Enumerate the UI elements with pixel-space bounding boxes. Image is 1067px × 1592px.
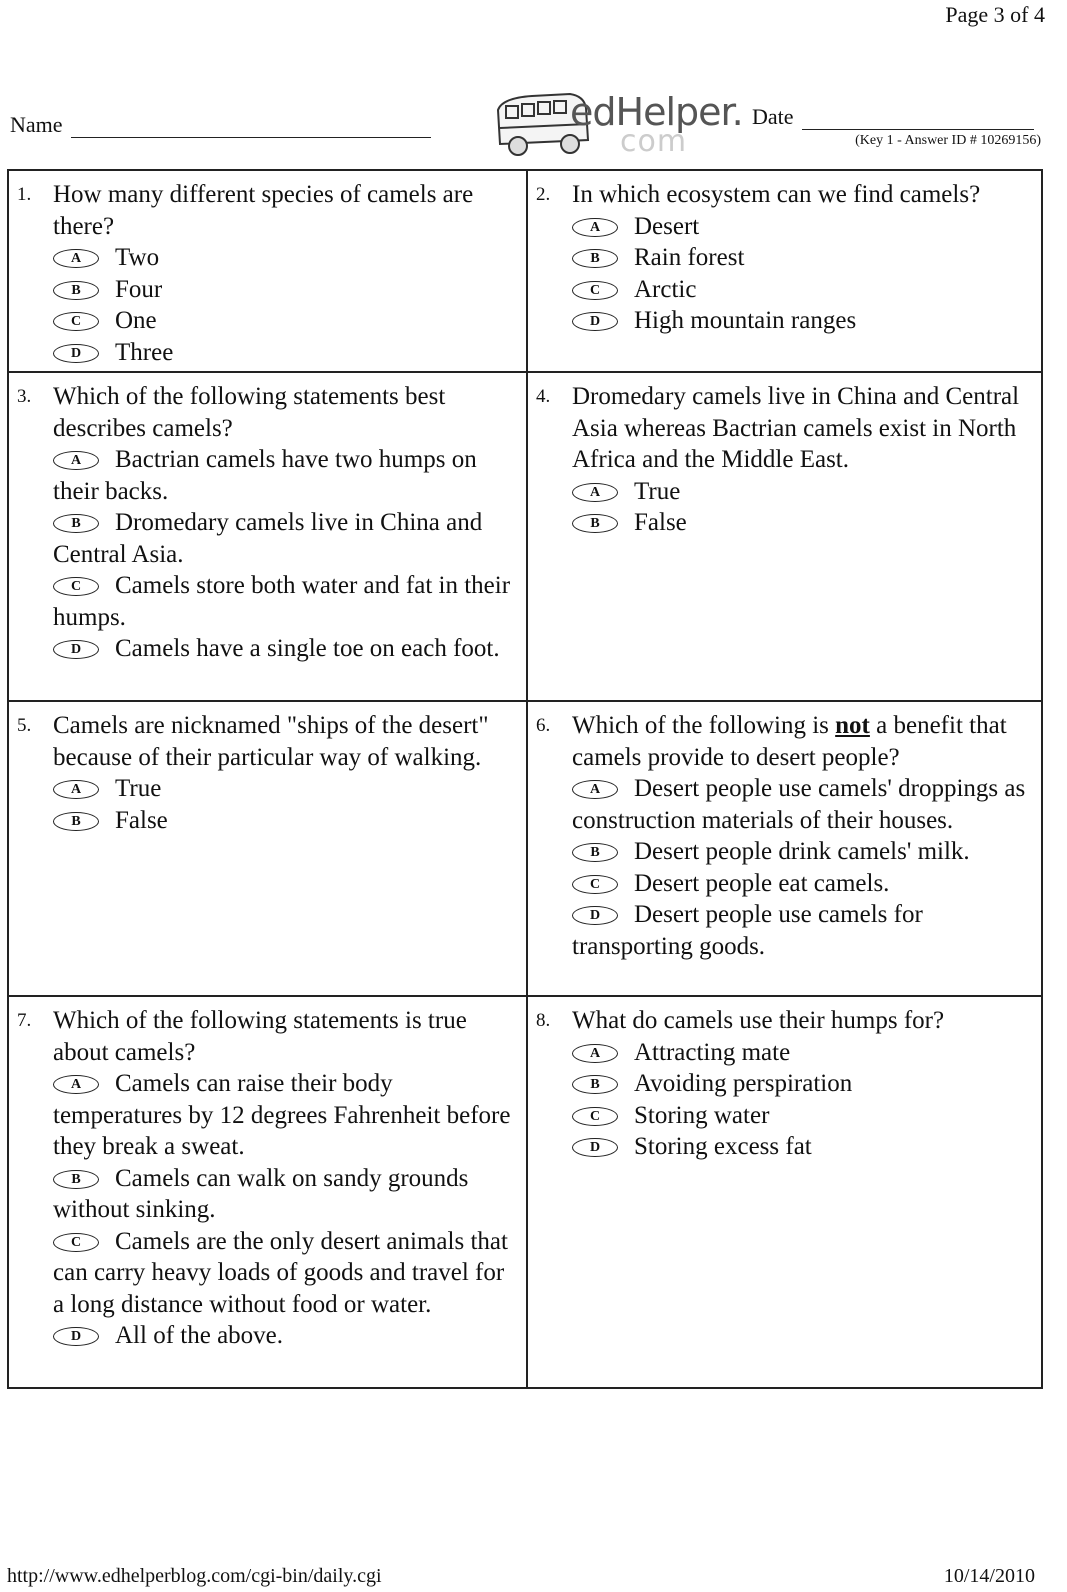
- option-text: Attracting mate: [634, 1038, 791, 1066]
- question-text: Which of the following statements best describes camels?: [53, 383, 446, 442]
- option-b[interactable]: [572, 507, 1035, 539]
- option-b[interactable]: [53, 1163, 520, 1226]
- answer-bubble[interactable]: C: [572, 281, 618, 300]
- option-text: Camels have a single toe on each foot.: [115, 635, 500, 662]
- question-grid: [7, 169, 1043, 1389]
- answer-bubble[interactable]: B: [53, 1170, 99, 1189]
- option-d[interactable]: [53, 337, 520, 369]
- question-text: How many different species of camels are there?: [53, 181, 474, 240]
- question-text: In which ecosystem can we find camels?: [572, 181, 981, 208]
- option-c[interactable]: [53, 305, 520, 337]
- question-number: 2.: [536, 184, 551, 205]
- option-text: Bactrian camels have two humps on their backs.: [53, 446, 477, 505]
- option-text: Four: [115, 275, 163, 303]
- option-text: Camels can raise their body temperatures by 12 degrees Fahrenheit before they break a sweat.: [53, 1070, 511, 1160]
- option-text: Camels are the only desert animals that can carry heavy loads of goods and travel for a long distance without food or water.: [53, 1227, 508, 1318]
- option-text: Camels can walk on sandy grounds without sinking.: [53, 1164, 469, 1223]
- option-text: Desert people use camels' droppings as construction materials of their houses.: [572, 775, 1026, 834]
- footer-date: 10/14/2010: [943, 1565, 1035, 1587]
- option-text: Dromedary camels live in China and Central Asia.: [53, 509, 483, 568]
- option-text: Storing water: [634, 1101, 770, 1129]
- answer-bubble[interactable]: B: [572, 514, 618, 533]
- option-a[interactable]: [572, 476, 1035, 508]
- question-8: [528, 997, 1041, 1387]
- page-number: Page 3 of 4: [945, 2, 1045, 27]
- option-b[interactable]: [572, 1068, 1035, 1100]
- option-b[interactable]: [53, 805, 520, 837]
- option-text: Three: [115, 338, 174, 366]
- question-3: [9, 373, 528, 702]
- name-line: [71, 115, 431, 138]
- question-number: 1.: [17, 184, 32, 205]
- answer-bubble[interactable]: C: [53, 1233, 99, 1252]
- question-text: Dromedary camels live in China and Central Asia whereas Bactrian camels exist in North Africa and the Middle East.: [572, 383, 1020, 473]
- option-b[interactable]: [53, 274, 520, 306]
- option-text: Camels store both water and fat in their humps.: [53, 572, 511, 631]
- question-text: Which of the following statements is true about camels?: [53, 1007, 467, 1066]
- option-b[interactable]: [53, 507, 520, 570]
- option-b[interactable]: [572, 242, 1035, 274]
- option-text: Rain forest: [634, 244, 745, 271]
- answer-bubble[interactable]: A: [53, 451, 99, 470]
- option-a[interactable]: [572, 773, 1035, 836]
- option-a[interactable]: [572, 1037, 1035, 1069]
- option-text: One: [115, 307, 157, 334]
- question-text-part: Which of the following is: [572, 712, 836, 739]
- option-text: Desert people use camels for transporting goods.: [572, 901, 923, 960]
- answer-bubble[interactable]: D: [53, 1327, 99, 1346]
- answer-bubble[interactable]: C: [53, 312, 99, 331]
- answer-bubble[interactable]: A: [53, 249, 99, 268]
- answer-bubble[interactable]: A: [572, 1044, 618, 1063]
- option-d[interactable]: [572, 899, 1035, 962]
- answer-bubble[interactable]: D: [53, 640, 99, 659]
- option-c[interactable]: [53, 1226, 520, 1321]
- answer-bubble[interactable]: D: [572, 312, 618, 331]
- option-d[interactable]: [572, 305, 1035, 337]
- answer-bubble[interactable]: D: [572, 1138, 618, 1157]
- option-a[interactable]: [53, 242, 520, 274]
- option-a[interactable]: [53, 1068, 520, 1163]
- question-6: [528, 702, 1041, 997]
- answer-bubble[interactable]: A: [53, 780, 99, 799]
- answer-bubble[interactable]: D: [572, 906, 618, 925]
- question-2: [528, 171, 1041, 373]
- question-number: 5.: [17, 715, 32, 736]
- answer-bubble[interactable]: C: [53, 577, 99, 596]
- answer-bubble[interactable]: A: [572, 218, 618, 237]
- question-7: [9, 997, 528, 1387]
- answer-bubble[interactable]: A: [572, 483, 618, 502]
- question-text-part: a benefit that camels provide to desert people?: [572, 712, 1007, 771]
- answer-bubble[interactable]: A: [572, 780, 618, 799]
- option-text: Arctic: [634, 275, 697, 303]
- answer-bubble[interactable]: A: [53, 1075, 99, 1094]
- option-c[interactable]: [572, 1100, 1035, 1132]
- date-field: [752, 104, 1034, 130]
- option-text: Desert people drink camels' milk.: [634, 838, 970, 865]
- answer-bubble[interactable]: B: [572, 843, 618, 862]
- question-number: 6.: [536, 715, 551, 736]
- answer-key-id: (Key 1 - Answer ID # 10269156): [855, 133, 1041, 148]
- question-text: Camels are nicknamed "ships of the desert" because of their particular way of walking.: [53, 712, 489, 771]
- option-d[interactable]: [53, 633, 520, 665]
- name-label: Name: [10, 112, 63, 137]
- date-line: [802, 107, 1034, 130]
- answer-bubble[interactable]: C: [572, 875, 618, 894]
- question-number: 4.: [536, 386, 551, 407]
- answer-bubble[interactable]: B: [572, 249, 618, 268]
- date-label: Date: [752, 104, 794, 129]
- name-field: [10, 112, 431, 138]
- answer-bubble[interactable]: B: [572, 1075, 618, 1094]
- option-text: True: [115, 775, 162, 802]
- option-text: Two: [115, 244, 160, 271]
- answer-bubble[interactable]: D: [53, 344, 99, 363]
- footer-url: http://www.edhelperblog.com/cgi-bin/daily.cgi: [7, 1565, 382, 1587]
- question-4: [528, 373, 1041, 702]
- option-text: Desert: [634, 212, 700, 240]
- question-number: 8.: [536, 1010, 551, 1031]
- answer-bubble[interactable]: C: [572, 1107, 618, 1126]
- edhelper-logo: [492, 88, 743, 166]
- option-c[interactable]: [53, 570, 520, 633]
- question-5: [9, 702, 528, 997]
- logo-text: edHelper.: [570, 90, 743, 134]
- emphasis-not: not: [835, 712, 870, 739]
- option-text: Avoiding perspiration: [634, 1070, 853, 1097]
- question-number: 7.: [17, 1010, 32, 1031]
- option-a[interactable]: [53, 773, 520, 805]
- answer-bubble[interactable]: B: [53, 812, 99, 831]
- option-c[interactable]: [572, 274, 1035, 306]
- answer-bubble[interactable]: B: [53, 514, 99, 533]
- option-text: High mountain ranges: [634, 307, 857, 334]
- logo-text-com: com: [620, 124, 688, 159]
- option-text: False: [115, 806, 168, 834]
- question-1: [9, 171, 528, 373]
- question-text: What do camels use their humps for?: [572, 1007, 945, 1034]
- question-text: [572, 710, 1035, 773]
- option-text: False: [634, 509, 687, 536]
- answer-bubble[interactable]: B: [53, 281, 99, 300]
- option-text: Desert people eat camels.: [634, 869, 890, 897]
- option-a[interactable]: [572, 211, 1035, 243]
- option-b[interactable]: [572, 836, 1035, 868]
- option-text: True: [634, 477, 681, 505]
- option-text: Storing excess fat: [634, 1133, 812, 1160]
- option-text: All of the above.: [115, 1322, 284, 1349]
- option-d[interactable]: [53, 1320, 520, 1352]
- option-d[interactable]: [572, 1131, 1035, 1163]
- option-a[interactable]: [53, 444, 520, 507]
- option-c[interactable]: [572, 868, 1035, 900]
- question-number: 3.: [17, 386, 32, 407]
